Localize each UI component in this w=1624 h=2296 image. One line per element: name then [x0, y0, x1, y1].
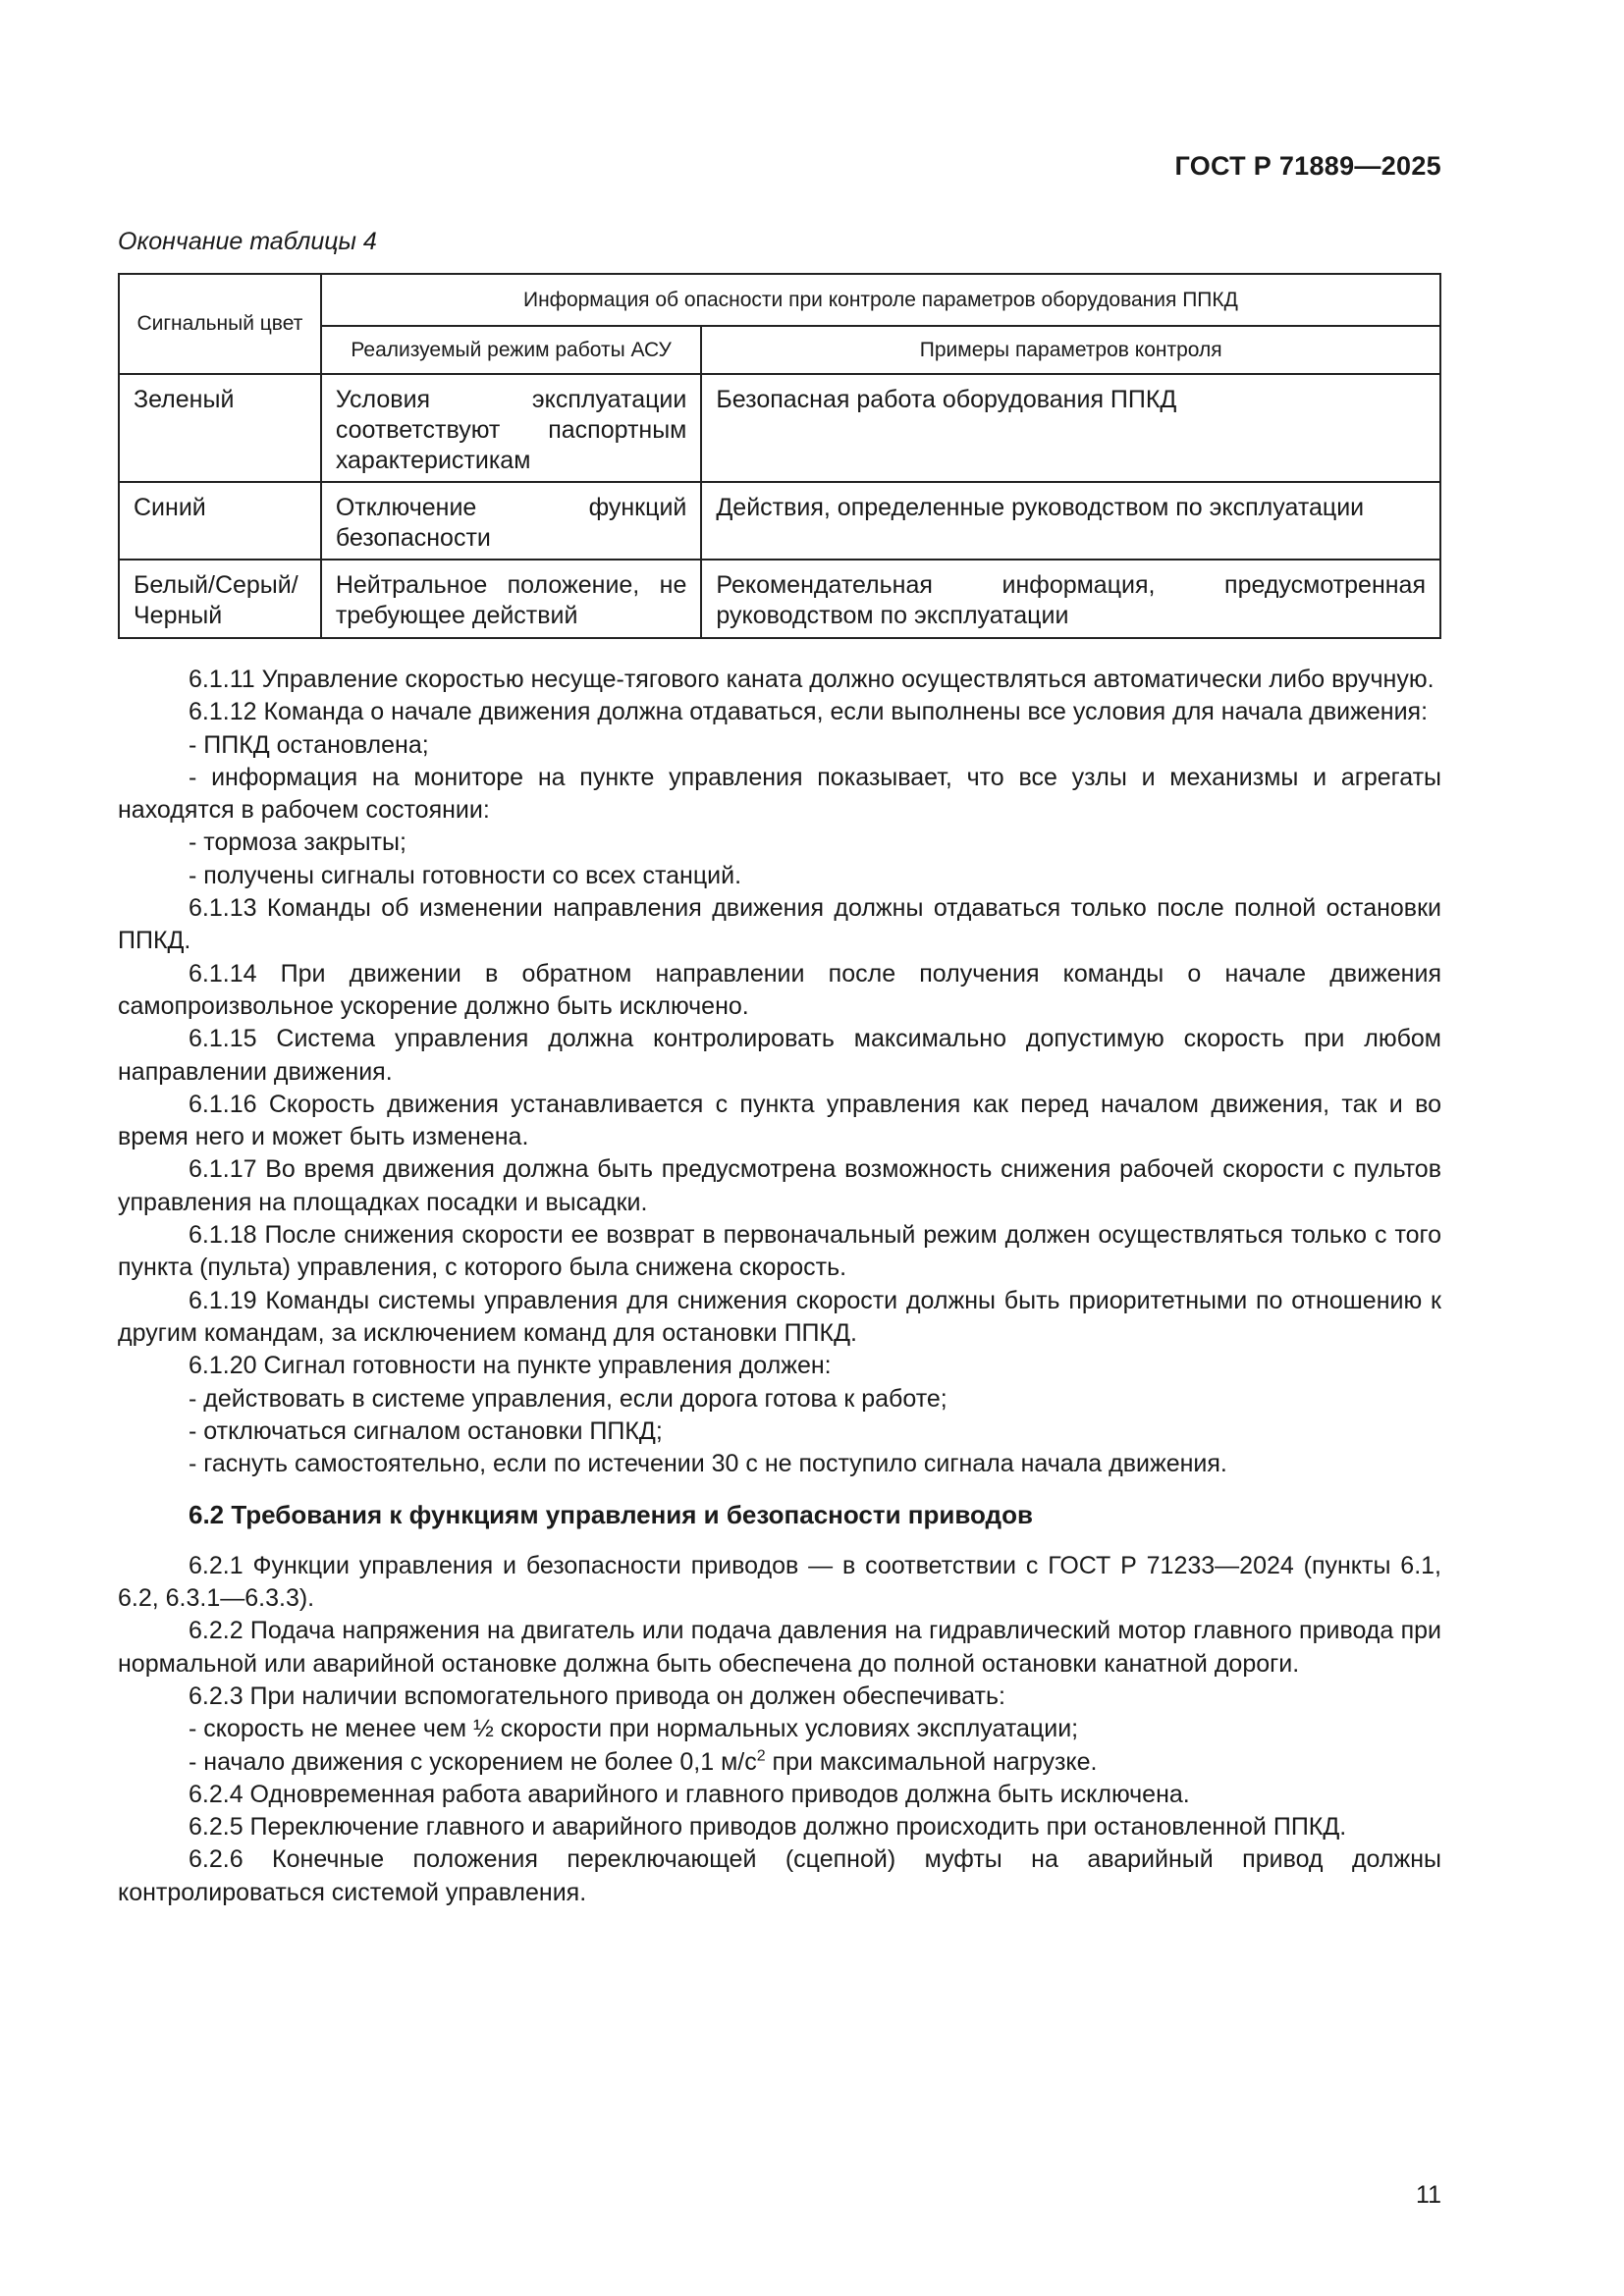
clause-6-1-11: 6.1.11 Управление скоростью несуще-тягового каната должно осуществляться автоматически либо вручную. [189, 666, 1435, 693]
list-item: - тормоза закрыты; [189, 828, 406, 857]
table-row [119, 374, 1440, 482]
section-heading-6-2: 6.2 Требования к функциям управления и безопасности приводов [189, 1500, 1033, 1530]
cell-signal-color: Зеленый [119, 374, 321, 482]
table-caption: Окончание таблицы 4 [118, 228, 377, 255]
page-number: 11 [1416, 2181, 1441, 2209]
cell-signal-color: Синий [119, 482, 321, 560]
clause-6-1-13: 6.1.13 Команды об изменении направления движения должны отдаваться только после полной остановки ППКД. [118, 894, 1441, 955]
cell-example: Действия, определенные руководством по эксплуатации [701, 482, 1440, 560]
list-item: - скорость не менее чем ½ скорости при нормальных условиях эксплуатации; [189, 1715, 1079, 1743]
list-item: - ППКД остановлена; [189, 730, 429, 759]
clause-6-1-19: 6.1.19 Команды системы управления для снижения скорости должны быть приоритетными по отношению к другим командам, за исключением команд для остановки ППКД. [118, 1286, 1441, 1347]
superscript: 2 [756, 1747, 766, 1765]
clause-6-2-6: 6.2.6 Конечные положения переключающей (сцепной) муфты на аварийный привод должны контролироваться системой управления. [118, 1845, 1441, 1906]
list-item: - гаснуть самостоятельно, если по истечении 30 с не поступило сигнала начала движения. [189, 1450, 1227, 1478]
clause-6-2-3: 6.2.3 При наличии вспомогательного привода он должен обеспечивать: [189, 1682, 1005, 1710]
hazard-signal-table [118, 273, 1441, 639]
list-item [118, 1746, 1441, 1779]
cell-mode: Отключение функций безопасности [321, 482, 702, 560]
header-signal-color: Сигнальный цвет [119, 274, 321, 374]
list-item-text: - начало движения с ускорением не более 0,1 м/с [189, 1747, 757, 1776]
clause-6-1-14: 6.1.14 При движении в обратном направлении после получения команды о начале движения самопроизвольное ускорение должно быть исключено. [118, 959, 1441, 1020]
list-item-text: при максимальной нагрузке. [765, 1747, 1098, 1776]
cell-example: Безопасная работа оборудования ППКД [701, 374, 1440, 482]
clause-6-2-5: 6.2.5 Переключение главного и аварийного приводов должно происходить при остановленной ППКД. [189, 1813, 1347, 1842]
body-text [118, 664, 1441, 1909]
clause-6-2-1: 6.2.1 Функции управления и безопасности приводов — в соответствии с ГОСТ Р 71233—2024 (пункты 6.1, 6.2, 6.3.1—6.3.3). [118, 1551, 1441, 1613]
list-item: - информация на мониторе на пункте управления показывает, что все узлы и механизмы и агрегаты находятся в рабочем состоянии: [118, 763, 1441, 825]
cell-signal-color: Белый/Серый/ Черный [119, 560, 321, 638]
clause-6-1-15: 6.1.15 Система управления должна контролировать максимально допустимую скорость при любом направлении движения. [118, 1025, 1441, 1086]
clause-6-2-4: 6.2.4 Одновременная работа аварийного и главного приводов должна быть исключена. [189, 1780, 1190, 1808]
clause-6-1-17: 6.1.17 Во время движения должна быть предусмотрена возможность снижения рабочей скорости с пультов управления на площадках посадки и высадки. [118, 1155, 1441, 1216]
clause-6-1-18: 6.1.18 После снижения скорости ее возврат в первоначальный режим должен осуществляться только с того пункта (пульта) управления, с которого была снижена скорость. [118, 1221, 1441, 1282]
list-item: - получены сигналы готовности со всех станций. [189, 861, 742, 889]
cell-mode: Нейтральное положение, не требующее действий [321, 560, 702, 638]
table-row [119, 482, 1440, 560]
header-control-examples: Примеры параметров контроля [701, 326, 1440, 374]
clause-6-2-2: 6.2.2 Подача напряжения на двигатель или подача давления на гидравлический мотор главного привода при нормальной или аварийной остановке должна быть обеспечена до полной остановки канатной дороги. [118, 1617, 1441, 1678]
clause-6-1-12: 6.1.12 Команда о начале движения должна отдаваться, если выполнены все условия для начала движения: [189, 698, 1429, 726]
header-asu-mode: Реализуемый режим работы АСУ [321, 326, 702, 374]
clause-6-1-16: 6.1.16 Скорость движения устанавливается с пункта управления как перед началом движения, так и во время него и может быть изменена. [118, 1090, 1441, 1151]
table-header-row [119, 274, 1440, 326]
header-hazard-info: Информация об опасности при контроле параметров оборудования ППКД [321, 274, 1440, 326]
document-code: ГОСТ Р 71889—2025 [1174, 151, 1441, 181]
cell-mode: Условия эксплуатации соответствуют паспортным характеристикам [321, 374, 702, 482]
cell-example: Рекомендательная информация, предусмотренная руководством по эксплуатации [701, 560, 1440, 638]
document-page [118, 0, 1441, 2296]
clause-6-1-20: 6.1.20 Сигнал готовности на пункте управления должен: [189, 1352, 832, 1380]
list-item: - действовать в системе управления, если дорога готова к работе; [189, 1384, 947, 1413]
list-item: - отключаться сигналом остановки ППКД; [189, 1416, 663, 1445]
table-row [119, 560, 1440, 638]
